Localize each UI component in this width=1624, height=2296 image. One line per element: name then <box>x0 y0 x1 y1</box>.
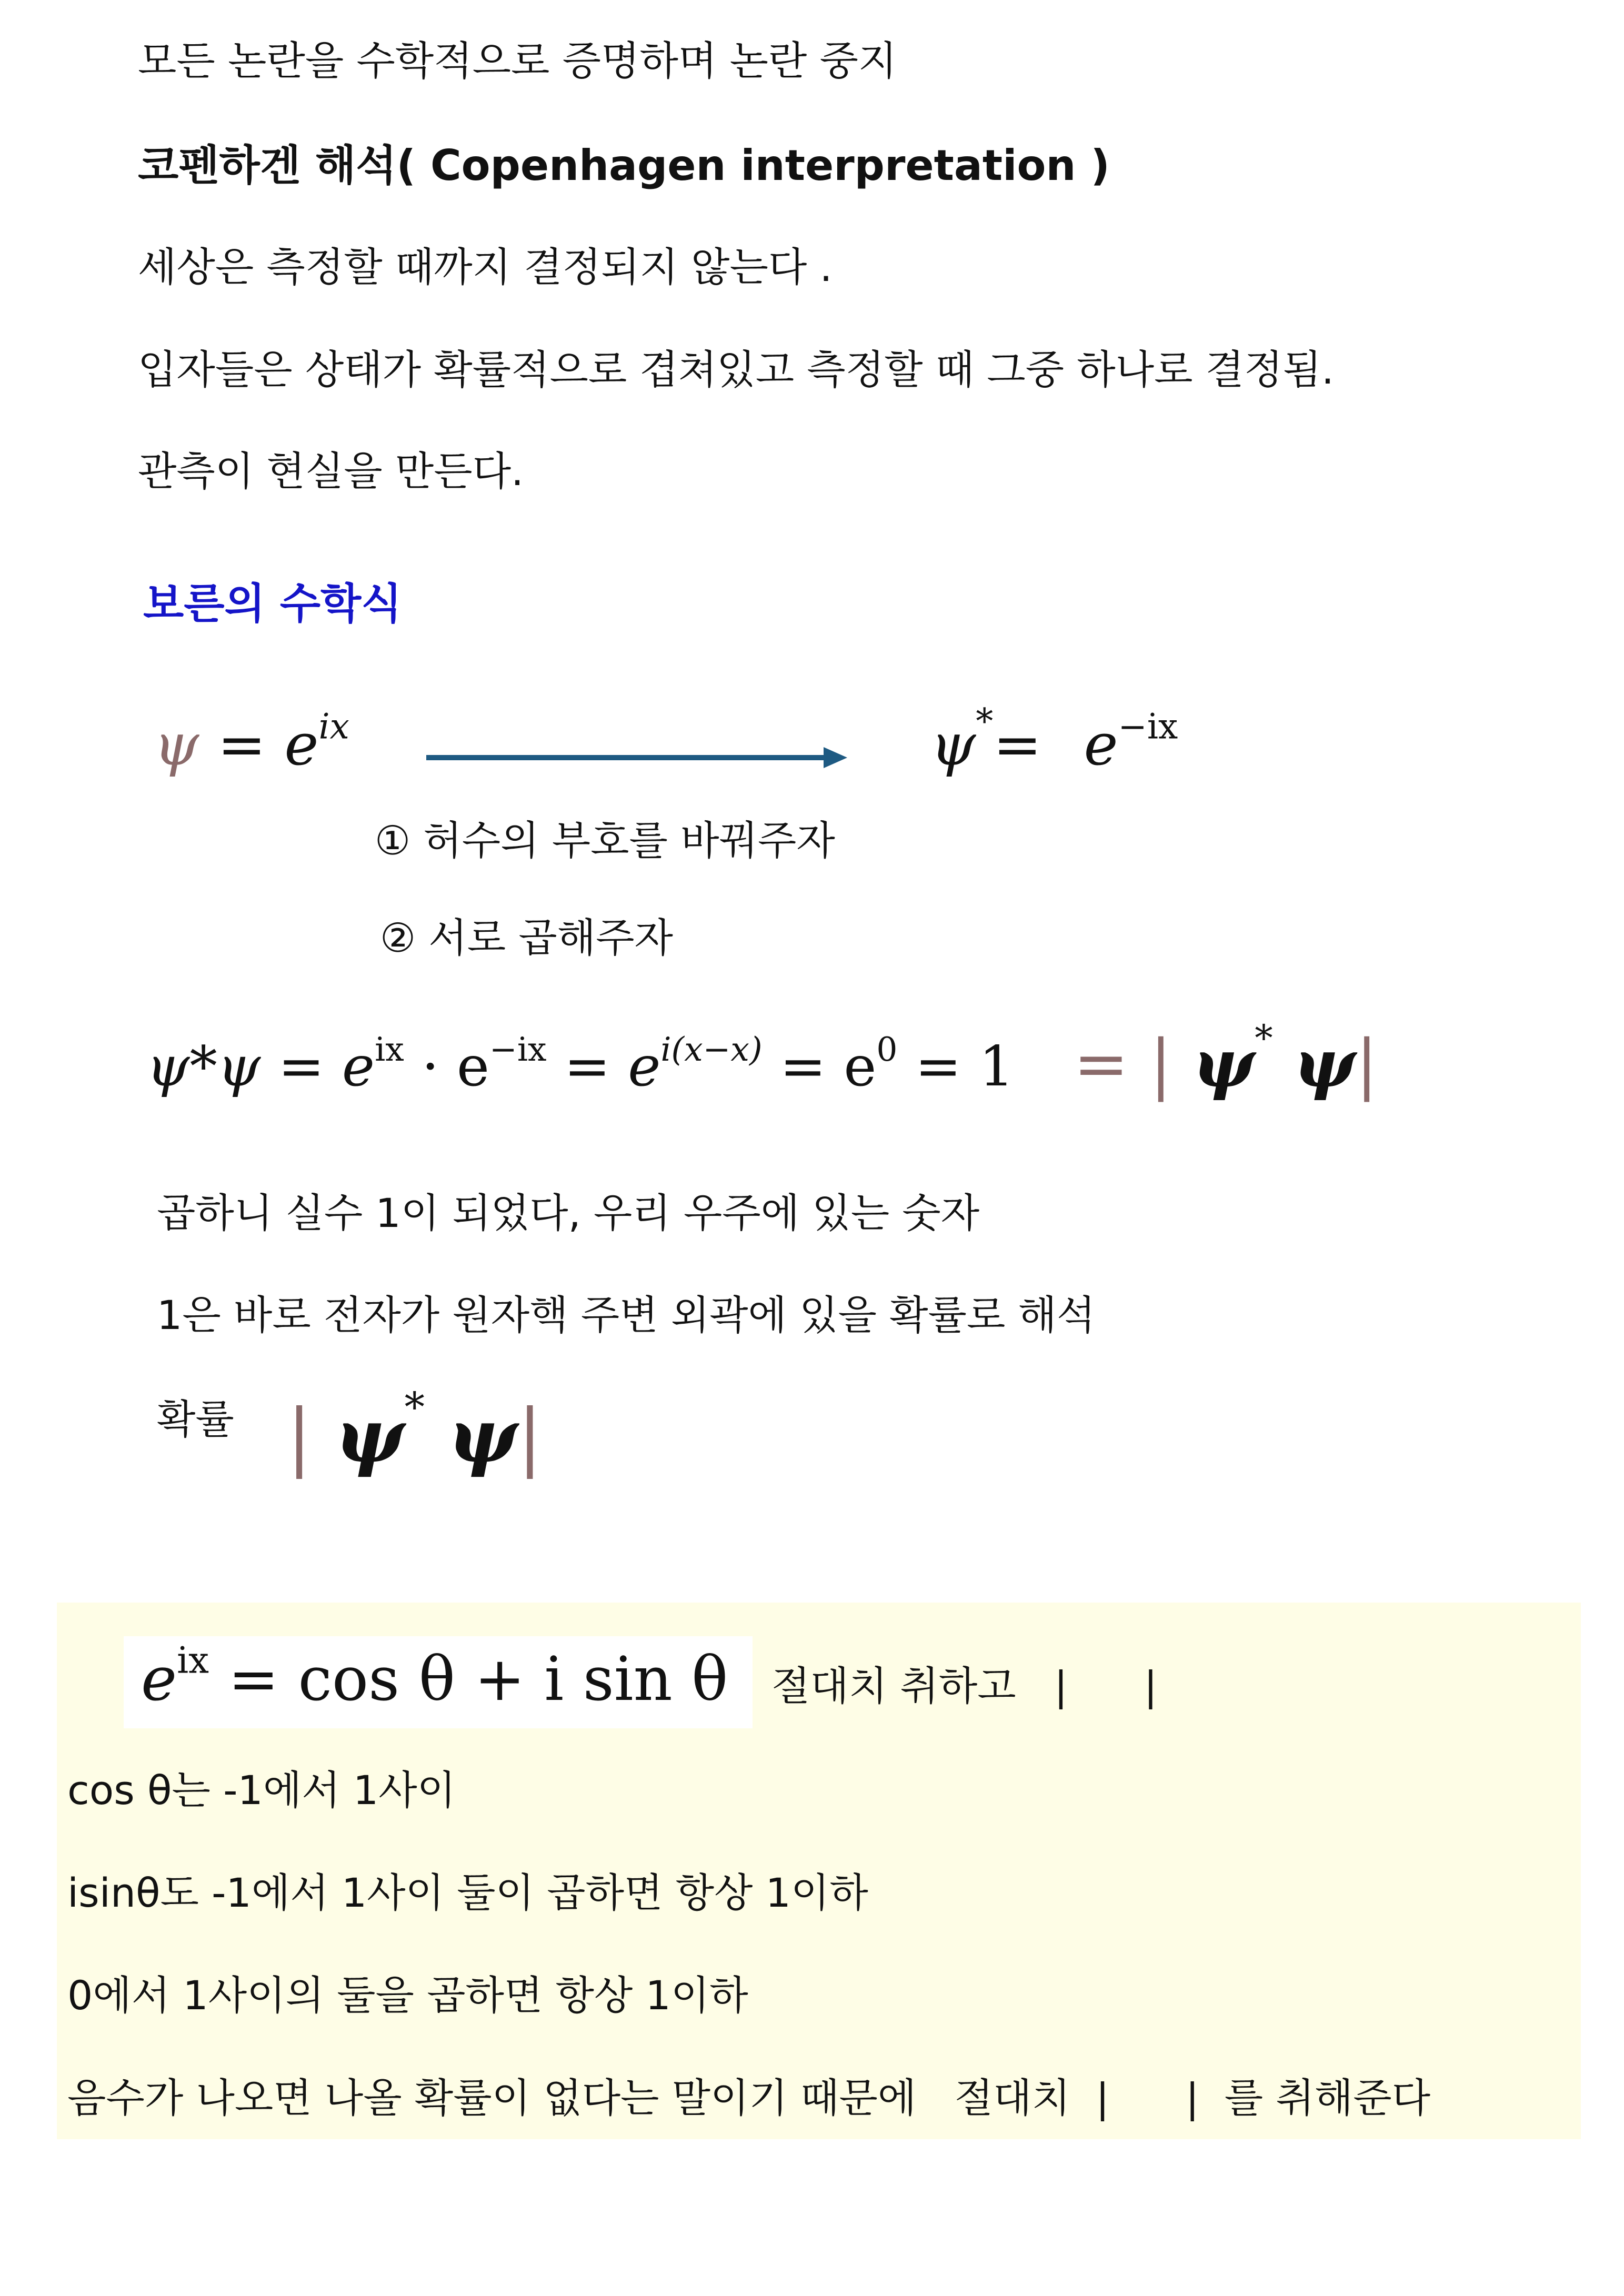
box-line-2: isinθ도 -1에서 1사이 둘이 곱하면 항상 1이하 <box>67 1869 868 1916</box>
line-5: 관측이 현실을 만든다. <box>138 448 524 495</box>
eq2-end: = 1 <box>897 1034 1015 1099</box>
big-psi-1: ψ <box>1192 1025 1255 1102</box>
eq1-right-exp: −ix <box>1118 706 1178 747</box>
big-star: * <box>1255 1017 1273 1060</box>
explain-1: 곱하니 실수 1이 되었다, 우리 우주에 있는 숫자 <box>157 1190 980 1236</box>
eq1-left <box>154 706 349 778</box>
eq2-mid3: = e <box>762 1034 877 1099</box>
step-1: ① 허수의 부호를 바꿔주자 <box>375 817 835 864</box>
section-title: 보른의 수학식 <box>143 579 402 628</box>
abs-bar-left: | <box>1149 1026 1172 1102</box>
box-line-4: 음수가 나오면 나올 확률이 없다는 말이기 때문에 절대치 | | 를 취해준다 <box>67 2075 1431 2121</box>
eq1-left-rest: = e <box>217 711 319 778</box>
equals: = <box>993 711 1042 778</box>
eq2 <box>146 1030 1015 1099</box>
heading-copenhagen: 코펜하겐 해석( Copenhagen interpretation ) <box>138 141 1110 190</box>
euler-equation <box>141 1639 728 1715</box>
line-1: 모든 논란을 수학적으로 증명하며 논란 중지 <box>138 37 897 84</box>
euler-e: e <box>141 1644 177 1715</box>
euler-rest: = cos θ + i sin θ <box>209 1644 728 1715</box>
eq2-rhs-equals: = <box>1074 1026 1129 1102</box>
abs-bar-right: | <box>1356 1026 1378 1102</box>
eq2-exp-4: 0 <box>876 1030 898 1069</box>
eq2-mid2: = e <box>546 1034 661 1099</box>
step-2: ② 서로 곱해주자 <box>380 914 673 961</box>
psi-symbol: ψ <box>154 711 199 778</box>
eq1-right <box>930 701 1178 778</box>
line-3: 세상은 측정할 때까지 결정되지 않는다 . <box>138 244 833 290</box>
eq1-left-exp: ix <box>318 706 349 747</box>
eq2-rhs <box>1074 1017 1378 1102</box>
psi-star-symbol: ψ <box>930 711 976 778</box>
big-psi-2: ψ <box>1294 1025 1356 1102</box>
prob-label: 확률 <box>157 1396 234 1443</box>
prob-psi-2: ψ <box>448 1393 518 1479</box>
prob-psi-1: ψ <box>335 1393 405 1479</box>
box-line-3: 0에서 1사이의 둘을 곱하면 항상 1이하 <box>67 1972 748 2019</box>
abs-note: 절대치 취하고 | | <box>771 1663 1158 1709</box>
prob-bar-right: | <box>517 1394 543 1479</box>
arrow-head <box>824 747 847 768</box>
prob-bar-left: | <box>287 1394 312 1479</box>
eq2-exp-2: −ix <box>489 1030 547 1069</box>
euler-exp: ix <box>177 1639 209 1682</box>
eq2-lhs: ψ*ψ = e <box>146 1034 375 1099</box>
eq2-exp-3: i(x−x) <box>660 1030 763 1069</box>
e-symbol: e <box>1084 711 1118 778</box>
eq2-mid: · e <box>404 1034 490 1099</box>
line-4: 입자들은 상태가 확률적으로 겹쳐있고 측정할 때 그중 하나로 결정됨. <box>138 346 1335 393</box>
eq2-exp-1: ix <box>375 1030 404 1069</box>
star: * <box>976 701 994 742</box>
explain-2: 1은 바로 전자가 원자핵 주변 외곽에 있을 확률로 해석 <box>157 1292 1096 1338</box>
arrow <box>426 744 847 771</box>
prob-expression <box>287 1384 543 1479</box>
box-line-1: cos θ는 -1에서 1사이 <box>67 1767 456 1814</box>
prob-star: * <box>404 1384 425 1431</box>
